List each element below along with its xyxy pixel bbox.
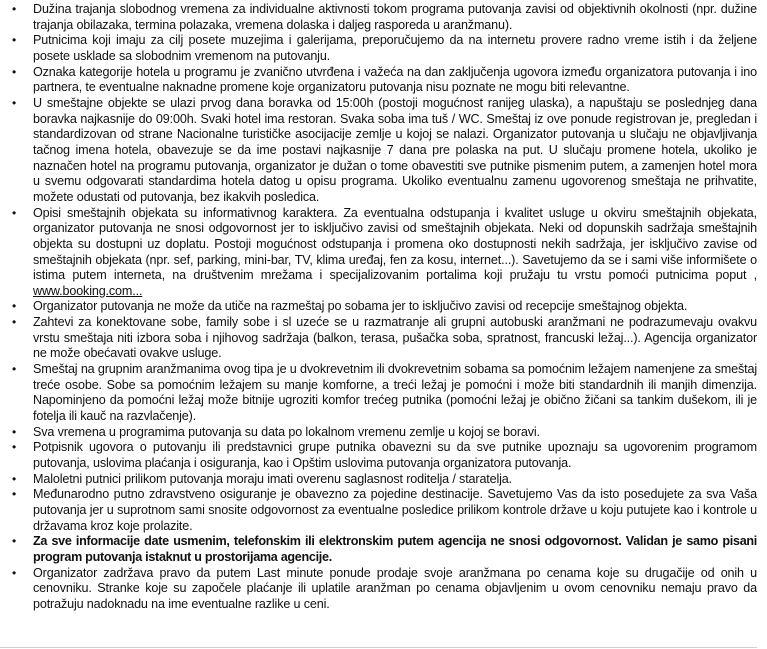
bullet-icon: • — [11, 424, 17, 439]
list-item-text: Za sve informacije date usmenim, telefonskim ili elektronskim putem agencija ne snosi odgovornost. Validan je samo pisani program putovanja istaknut u prostorijama agencije. — [33, 534, 757, 564]
list-item-contract-signatory — [0, 440, 767, 471]
list-item-room-requests — [0, 315, 767, 362]
bullet-icon: • — [11, 487, 17, 502]
list-item-text: Potpisnik ugovora o putovanju ili predstavnici grupe putnika obavezni su da sve putnike upoznaju sa ugovorenim programom putovanja, uslovima plaćanja i osiguranja, kao i Opštim uslovima putovanja organizatora putovanja. — [33, 440, 757, 471]
bullet-icon: • — [11, 2, 17, 16]
bullet-icon: • — [11, 471, 17, 486]
bullet-icon: • — [11, 440, 17, 455]
list-item-text: Maloletni putnici prilikom putovanja moraju imati overenu saglasnost roditelja / staratelja. — [33, 471, 512, 486]
list-item-text: Sva vremena u programima putovanja su data po lokalnom vremenu zemlje u kojoj se boravi. — [33, 424, 540, 439]
list-item-extra-bed — [0, 362, 767, 425]
list-item-text: Smeštaj na grupnim aranžmanima ovog tipa je u dvokrevetnim ili dvokrevetnim sobama sa pomoćnim ležajem namenjene za smeštaj treće osobe. Sobe sa pomoćnim ležajem su manje komforne, a treći ležaj je pomoćni i može biti standardnih ili manjih dimenzija. Napominjeno da pomoćni ležaj može bitnije ugroziti komfor trećeg putnika (pomoćni ležaj je obično žičani sa tankim dušekom, ili je fotelja ili kauč na razvlačenje). — [33, 362, 757, 424]
list-item-health-insurance — [0, 487, 767, 534]
list-item-check-in — [0, 96, 767, 206]
terms-list — [0, 2, 767, 613]
list-item-minors — [0, 472, 767, 488]
terms-document — [0, 2, 767, 613]
list-item-text: Opisi smeštajnih objekata su informativnog karaktera. Za eventualna odstupanja i kvalitet usluge u okviru smeštajnih objekata, organizator putovanja ne snosi odgovornost jer to isključivo zavisi od smeštajnih objekata. Neki od dopunskih sadržaja smeštajnih objekta su dostupni uz doplatu. Postoji mogućnost odstupanja i promena oko dostupnosti nekih sadržaja, jer isključivo zavise od smeštajnih objekata (npr. sef, parking, mini-bar, TV, klima uređaj, fen za kosu, internet...). Savetujemo da se i sami više informišete o istima putem interneta, na društvenim mrežama i specijalizovanim portalima koji pružaju tu vrstu pomoći putnicima poput , — [33, 205, 757, 283]
list-item-accommodation-descriptions — [0, 206, 767, 300]
bullet-icon: • — [11, 205, 17, 220]
list-item-text: Putnicima koji imaju za cilj posete muzejima i galerijama, preporučujemo da na internetu provere radno vreme istih i da željene posete usklade sa slobodnim vremenom na putovanju. — [33, 33, 757, 63]
list-item-text: U smeštajne objekte se ulazi prvog dana boravka od 15:00h (postoji mogućnost ranijeg ulaska), a napuštaju se poslednjeg dana boravka najkasnije do 09:00h. Svaki hotel ima restoran. Svaka soba ima tuš / WC. Smeštaj iz ove ponude registrovan je, pregledan i standardizovan od strane Nacionalne turističke asocijacije zemlje u kojoj se nalazi. Organizator putovanja u slučaju ne objavljivanja tačnog imena hotela, obavezuje se da ime postavi najkasnije 7 dana pre polaska na put. U slučaju promene hotela, ukoliko je naznačen hotel na programu putovanja, organizator je dužan o tome obavestiti sve putnike pismenim putem, a zamenjen hotel mora u svemu odgovarati standardima hotela datog u opisu programa. Ukoliko eventualnu zamenu ugovorenog smeštaja ne prihvatite, možete odustati od putovanja, bez ikakvih posledica. — [33, 95, 757, 204]
list-item-text: Oznaka kategorije hotela u programu je zvanično utvrđena i važeća na dan zaključenja ugovora između organizatora putovanja i ino partnera, te eventualne naknadne promene koje organizatoru putovanja nisu poznate ne mogu biti relevantne. — [33, 64, 757, 95]
bullet-icon: • — [11, 299, 17, 314]
bullet-icon: • — [11, 362, 17, 377]
bullet-icon: • — [11, 565, 17, 580]
list-item-text: Međunarodno putno zdravstveno osiguranje je obavezno za pojedine destinacije. Savetujemo Vas da isto posedujete za sva Vaša putovanja jer u suprotnom sami snosite odgovornost za eventualne posledice prilikom kontrole države u koju putujete kao i kontrole u državama kroz koje prolazite. — [33, 487, 757, 533]
bullet-icon: • — [11, 33, 17, 48]
bullet-icon: • — [11, 95, 17, 110]
list-item-text: Organizator putovanja ne može da utiče na razmeštaj po sobama jer to isključivo zavisi od recepcije smeštajnog objekta. — [33, 299, 688, 314]
list-item-text: Zahtevi za konektovane sobe, family sobe i sl uzeće se u razmatranje ali grupni autobuski aranžmani ne podrazumevaju ovakvu vrstu smeštaja niti izbora soba i njihovog sadržaja (balkon, terasa, pušačka soba, spratnost, francuski ležaj...). Agencija organizator ne može obećavati ovakve usluge. — [33, 315, 757, 361]
list-item-museums — [0, 33, 767, 64]
list-item-room-allocation — [0, 299, 767, 315]
list-item-local-time — [0, 425, 767, 441]
bullet-icon: • — [11, 64, 17, 79]
list-item-last-minute — [0, 566, 767, 613]
booking-link[interactable]: www.booking.com... — [33, 283, 143, 298]
list-item-hotel-category — [0, 65, 767, 96]
list-item-text: Dužina trajanja slobodnog vremena za individualne aktivnosti tokom programa putovanja zavisi od objektivnih okolnosti (npr. dužine trajanja obilazaka, termina polazaka, vremena dolaska i daljeg rasporeda u aranžmanu). — [33, 2, 757, 32]
list-item-free-time — [0, 2, 767, 33]
list-item-text: Organizator zadržava pravo da putem Last minute ponude prodaje svoje aranžmana po cenama koje su drugačije od onih u cenovniku. Stranke koje su započele plaćanje ili uplatile aranžman po cenama objavljenim u ovom cenovniku nemaju pravo da potražuju nadoknadu na ime eventualne razlike u ceni. — [33, 565, 757, 611]
bullet-icon: • — [11, 534, 17, 549]
bullet-icon: • — [11, 315, 17, 330]
list-item-liability-notice — [0, 534, 767, 565]
bottom-divider — [0, 647, 757, 648]
